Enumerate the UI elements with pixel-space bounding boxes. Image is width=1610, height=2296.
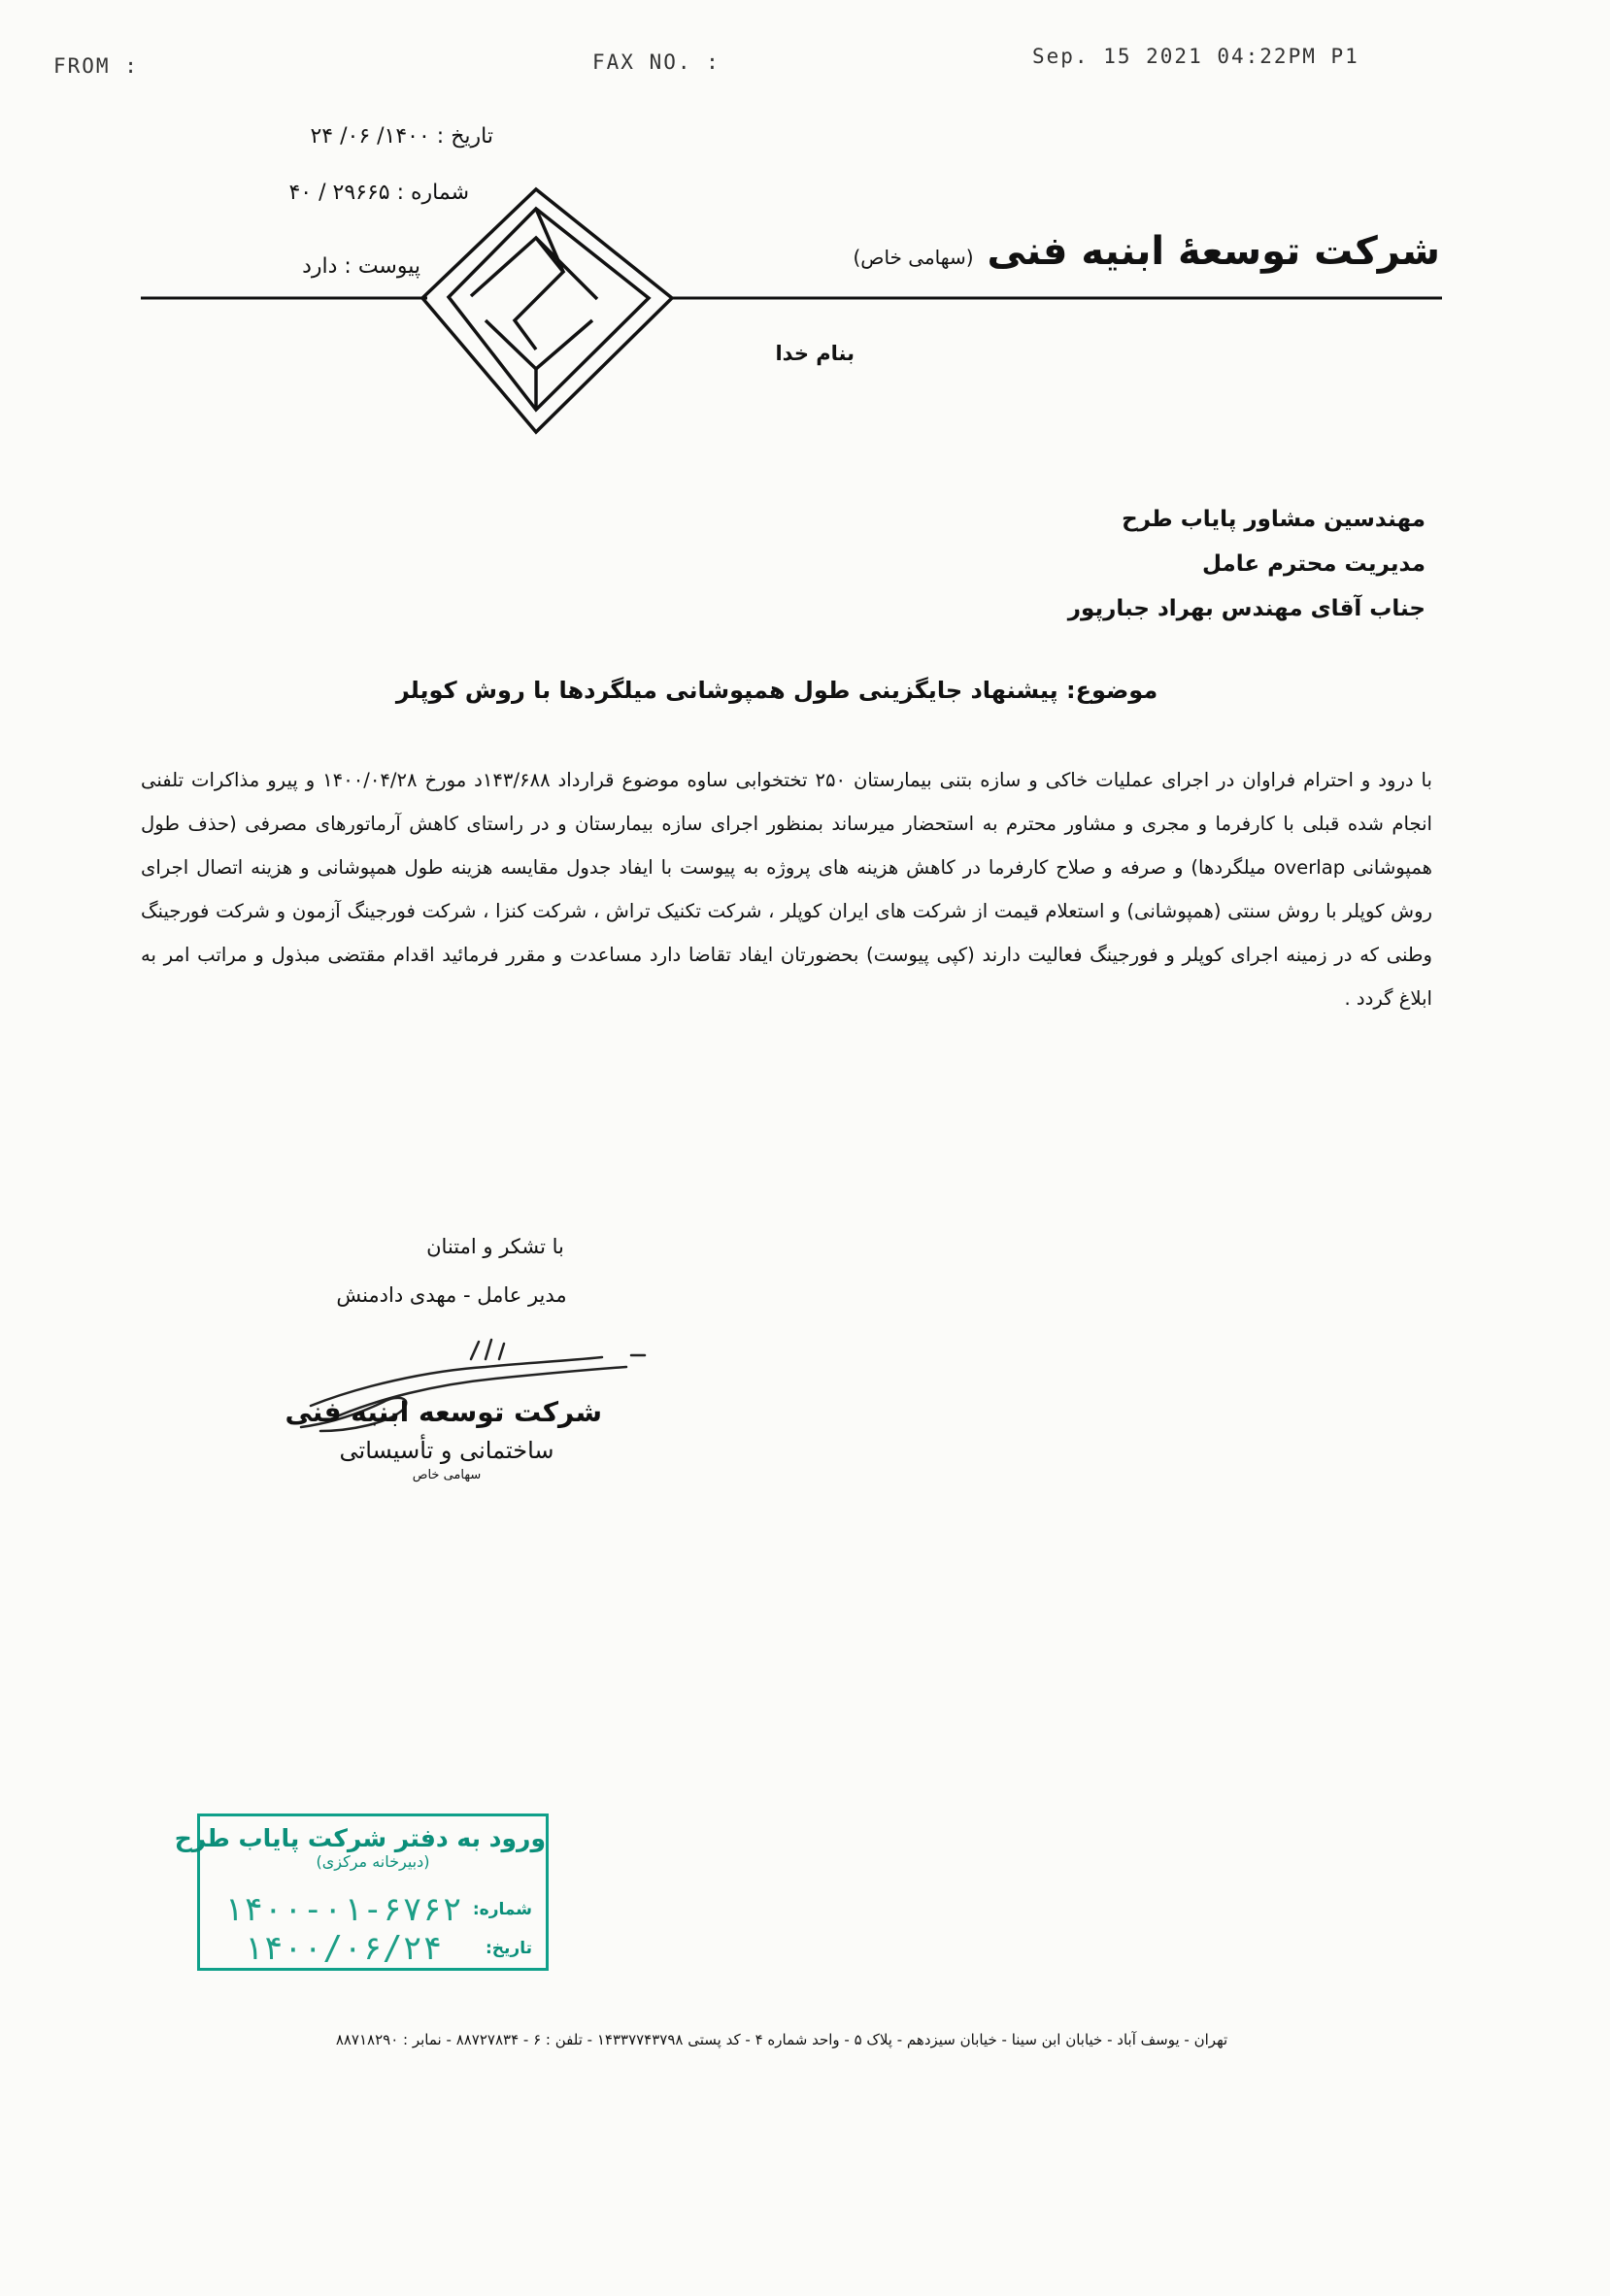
- company-type: (سهامی خاص): [853, 246, 974, 269]
- fax-date-time: Sep. 15 2021 04:22PM P1: [1032, 45, 1359, 68]
- letter-subject: موضوع: پیشنهاد جایگزینی طول همپوشانی میلگردها با روش کوپلر: [395, 677, 1158, 704]
- company-name: شرکت توسعهٔ ابنیه فنی (سهامی خاص): [853, 229, 1440, 274]
- stamp-number-row: [212, 1890, 532, 1931]
- letter-attachment: پیوست : دارد: [302, 254, 420, 279]
- company-logo-icon: [422, 189, 672, 432]
- letter-body: با درود و احترام فراوان در اجرای عملیات خاکی و سازه بتنی بیمارستان ۲۵۰ تختخوابی ساوه موضوع قرارداد ۱۴۳/۶۸۸د مورخ ۱۴۰۰/۰۴/۲۸ و پیرو مذاکرات تلفنی انجام شده قبلی با کارفرما و مجری و مشاور محترم به استحضار میرساند بمنظور اجرای سازه بیمارستان و در راستای کاهش آرماتورهای مصرفی (حذف طول همپوشانی overlap میلگردها) و صرفه و صلاح کارفرما در کاهش هزینه های پروژه به پیوست با ایفاد جدول مقایسه هزینه طول همپوشانی و هزینه اتصال اجرای روش کوپلر با روش سنتی (همپوشانی) و استعلام قیمت از شرکت های ایران کوپلر ، شرکت تکنیک تراش ، شرکت کنزا ، شرکت فورجینگ آزمون و شرکت فورجینگ وطنی که در زمینه اجرای کوپلر و فورجینگ فعالیت دارند (کپی پیوست) بحضورتان ایفاد تقاضا دارد مساعدت و مقرر فرمائید اقدام مقتضی مبذول و مراتب امر به ابلاغ گردد .: [141, 769, 1432, 1010]
- entry-stamp: [174, 1814, 549, 1971]
- stamp-number-value: ۱۴۰۰-۰۱-۶۷۶۲: [223, 1890, 462, 1929]
- seal-company-line-3: سهامی خاص: [412, 1468, 482, 1482]
- stamp-date-label: تاریخ:: [486, 1939, 532, 1958]
- addressee-line-3: جناب آقای مهندس بهراد جبارپور: [1067, 596, 1426, 621]
- addressee-line-2: مدیریت محترم عامل: [1202, 551, 1426, 577]
- company-logo-and-rule: [136, 184, 1447, 447]
- stamp-date-row: [212, 1929, 532, 1970]
- stamp-title: ورود به دفتر شرکت پایاب طرح: [174, 1824, 546, 1852]
- signer-name: مدیر عامل - مهدی دادمنش: [336, 1283, 567, 1307]
- seal-company-name: شرکت توسعه ابنیه فنی: [285, 1396, 602, 1428]
- footer-address: تهران - یوسف آباد - خیابان ابن سینا - خیابان سیزدهم - پلاک ۵ - واحد شماره ۴ - کد پستی ۱۴۳۳۷۷۴۳۷۹۸ - تلفن : ۶ - ۸۸۷۲۷۸۳۴ - نمابر : ۸۸۷۱۸۲۹۰: [335, 2031, 1228, 2048]
- closing-regards: با تشکر و امتنان: [426, 1235, 564, 1258]
- fax-number-label: FAX NO. :: [592, 50, 721, 74]
- bismillah: بنام خدا: [775, 342, 855, 365]
- stamp-subtitle: (دبیرخانه مرکزی): [316, 1852, 430, 1871]
- addressee-block: [746, 497, 1426, 631]
- letter-date: تاریخ : ۱۴۰۰/ ۰۶/ ۲۴: [310, 124, 493, 149]
- seal-company-line-2: ساختمانی و تأسیساتی: [339, 1437, 554, 1464]
- stamp-date-value: ۱۴۰۰/۰۶/۲۴: [243, 1929, 443, 1968]
- letter-number: شماره : ۲۹۶۶۵ / ۴۰: [288, 181, 469, 205]
- addressee-line-1: مهندسین مشاور پایاب طرح: [1122, 507, 1426, 532]
- fax-from-label: FROM :: [53, 54, 139, 78]
- stamp-number-label: شماره:: [472, 1900, 532, 1919]
